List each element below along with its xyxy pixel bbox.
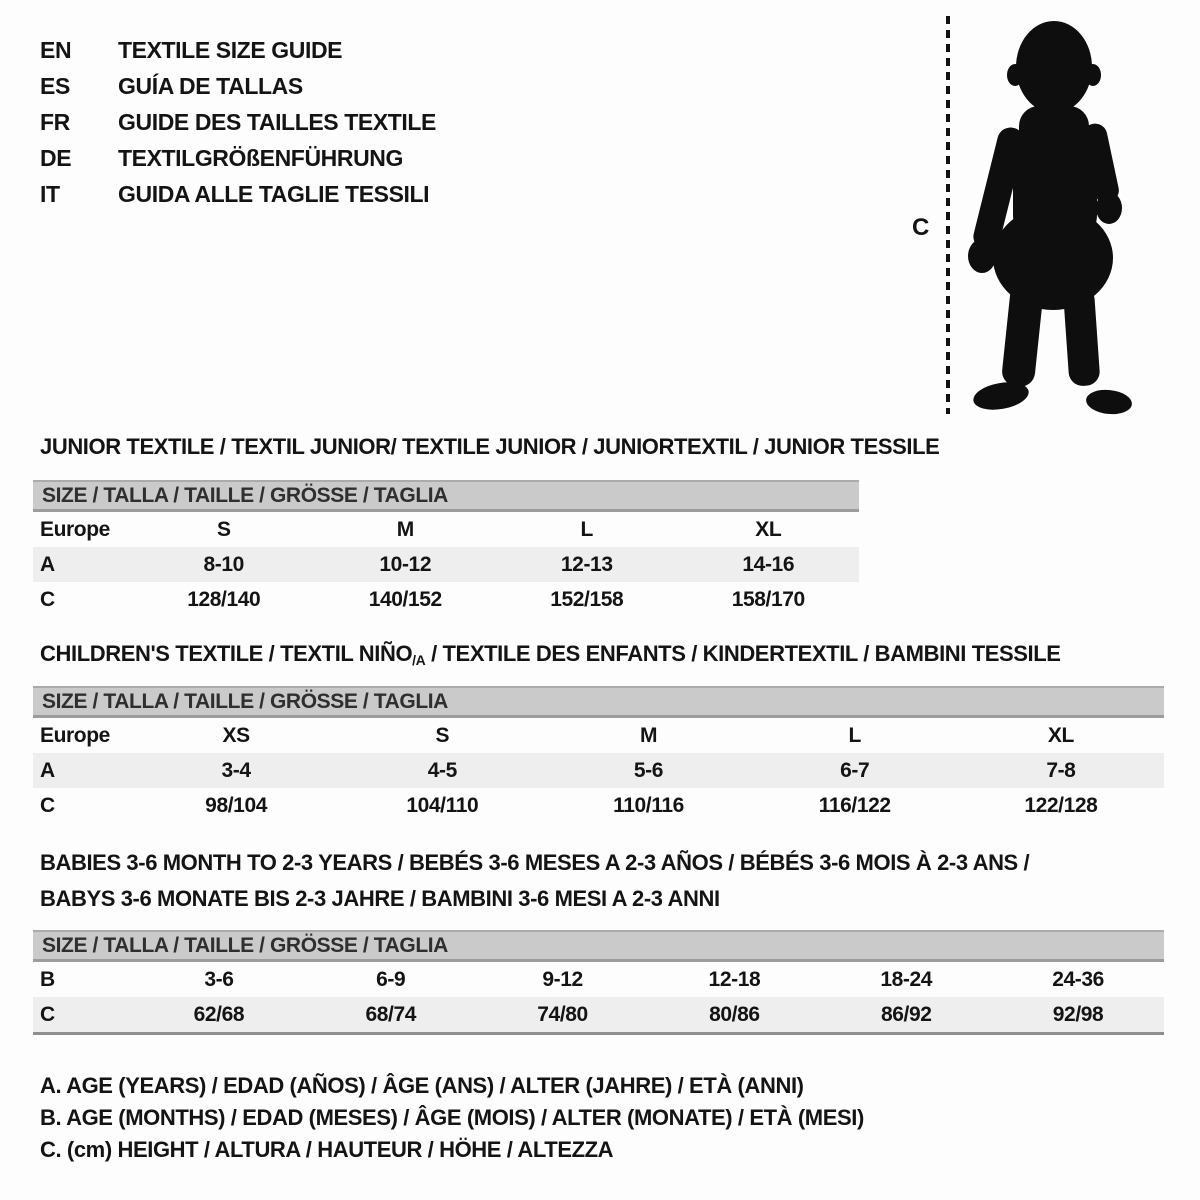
toddler-silhouette-icon: [963, 20, 1135, 420]
measure-legend: [40, 1070, 864, 1166]
language-row: [40, 68, 436, 104]
age-value: 14-16: [742, 552, 795, 576]
size-value: M: [396, 517, 414, 541]
age-months-value: 9-12: [542, 967, 583, 991]
table-row: [33, 582, 859, 617]
size-header-bar: SIZE / TALLA / TAILLE / GRÖSSE / TAGLIA: [33, 686, 1164, 718]
babies-size-table: [33, 930, 1164, 1035]
age-value: 12-13: [560, 552, 613, 576]
table-row: [33, 997, 1164, 1035]
size-value: XL: [1047, 723, 1074, 747]
junior-size-table: [33, 480, 859, 617]
height-measure-dashed-line: [946, 16, 950, 414]
age-months-value: 24-36: [1052, 967, 1104, 991]
language-code: EN: [40, 36, 72, 63]
size-value: L: [848, 723, 861, 747]
age-value: 8-10: [203, 552, 244, 576]
age-value: 10-12: [379, 552, 432, 576]
height-value: 68/74: [365, 1002, 417, 1026]
size-header-bar: SIZE / TALLA / TAILLE / GRÖSSE / TAGLIA: [33, 480, 859, 512]
size-header-bar: SIZE / TALLA / TAILLE / GRÖSSE / TAGLIA: [33, 930, 1164, 962]
guide-title: GUIDE DES TAILLES TEXTILE: [118, 108, 436, 135]
height-value: 86/92: [880, 1002, 932, 1026]
size-value: M: [639, 723, 658, 747]
age-months-value: 6-9: [376, 967, 406, 991]
age-value: 5-6: [633, 758, 664, 782]
age-months-value: 3-6: [204, 967, 234, 991]
height-value: 128/140: [187, 587, 261, 611]
row-label: B: [40, 967, 55, 991]
height-value: 92/98: [1052, 1002, 1104, 1026]
junior-section-title: JUNIOR TEXTILE / TEXTIL JUNIOR/ TEXTILE JUNIOR / JUNIORTEXTIL / JUNIOR TESSILE: [40, 434, 940, 459]
height-value: 122/128: [1024, 793, 1098, 817]
height-value: 140/152: [368, 587, 442, 611]
guide-title: GUIDA ALLE TAGLIE TESSILI: [118, 180, 430, 207]
table-row: [33, 753, 1164, 788]
height-value: 62/68: [193, 1002, 245, 1026]
language-code: ES: [40, 72, 70, 99]
table-row: [33, 788, 1164, 823]
language-row: [40, 104, 436, 140]
children-title-rest: / TEXTILE DES ENFANTS / KINDERTEXTIL / BAMBINI TESSILE: [425, 641, 1061, 666]
language-code: DE: [40, 144, 72, 171]
row-label: Europe: [40, 723, 110, 747]
age-value: 6-7: [840, 758, 870, 782]
age-value: 4-5: [427, 758, 457, 782]
age-months-value: 18-24: [880, 967, 933, 991]
table-row: [33, 718, 1164, 753]
legend-height-cm: C. (cm) HEIGHT / ALTURA / HAUTEUR / HÖHE / ALTEZZA: [40, 1137, 614, 1162]
legend-age-years: A. AGE (YEARS) / EDAD (AÑOS) / ÂGE (ANS) / ALTER (JAHRE) / ETÀ (ANNI): [40, 1073, 804, 1098]
table-row: [33, 512, 859, 547]
language-row: [40, 32, 436, 68]
size-value: L: [580, 517, 593, 541]
language-code: IT: [40, 180, 60, 207]
row-label: Europe: [40, 517, 110, 541]
language-title-list: [40, 32, 436, 212]
children-size-table: [33, 686, 1164, 823]
size-value: S: [435, 723, 450, 747]
height-value: 110/116: [613, 793, 684, 817]
guide-title: GUÍA DE TALLAS: [118, 72, 303, 99]
legend-age-months: B. AGE (MONTHS) / EDAD (MESES) / ÂGE (MOIS) / ALTER (MONATE) / ETÀ (MESI): [40, 1105, 864, 1130]
children-section-title: [40, 641, 1061, 668]
height-value: 116/122: [818, 793, 891, 817]
children-title-main: CHILDREN'S TEXTILE / TEXTIL NIÑO: [40, 641, 413, 666]
guide-title: TEXTILE SIZE GUIDE: [118, 36, 343, 63]
height-value: 80/86: [709, 1002, 760, 1026]
table-row: [33, 962, 1164, 997]
size-value: S: [216, 517, 231, 541]
row-label: C: [40, 793, 55, 817]
guide-title: TEXTILGRÖßENFÜHRUNG: [118, 144, 403, 171]
age-months-value: 12-18: [708, 967, 761, 991]
babies-title-line1: BABIES 3-6 MONTH TO 2-3 YEARS / BEBÉS 3-6 MESES A 2-3 AÑOS / BÉBÉS 3-6 MOIS À 2-3 ANS /: [40, 850, 1030, 875]
language-row: [40, 140, 436, 176]
row-label: A: [40, 552, 55, 576]
age-value: 3-4: [221, 758, 251, 782]
language-code: FR: [40, 108, 70, 135]
height-value: 98/104: [205, 793, 268, 817]
children-title-sub: /A: [412, 652, 426, 668]
age-value: 7-8: [1046, 758, 1076, 782]
babies-section-title: [40, 845, 1029, 917]
babies-title-line2: BABYS 3-6 MONATE BIS 2-3 JAHRE / BAMBINI 3-6 MESI A 2-3 ANNI: [40, 886, 720, 911]
height-value: 74/80: [537, 1002, 588, 1026]
height-value: 104/110: [406, 793, 479, 817]
size-value: XL: [755, 517, 782, 541]
height-value: 152/158: [550, 587, 624, 611]
table-row: [33, 547, 859, 582]
row-label: C: [40, 587, 55, 611]
row-label: A: [40, 758, 55, 782]
row-label: C: [40, 1002, 55, 1026]
language-row: [40, 176, 436, 212]
size-value: XS: [222, 723, 250, 747]
height-value: 158/170: [731, 587, 805, 611]
height-measure-label: C: [912, 214, 929, 241]
